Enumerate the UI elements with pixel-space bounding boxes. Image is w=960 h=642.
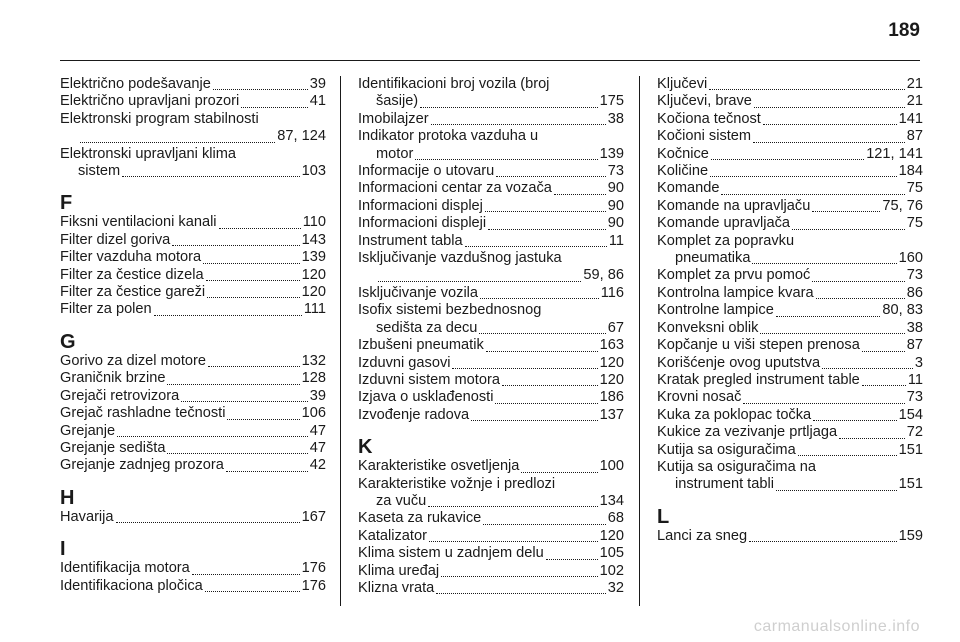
index-entry-page: 80, 83 [882, 302, 923, 319]
index-entry [358, 545, 624, 562]
dot-leader [710, 175, 897, 177]
index-entry-term: Informacioni displej [358, 197, 483, 214]
index-entry-page: 39 [309, 387, 326, 404]
dot-leader [813, 419, 897, 421]
index-entry-term: sistem [78, 163, 121, 180]
dot-leader [743, 402, 904, 404]
index-entry-page: 160 [898, 250, 923, 267]
index-entry [657, 163, 923, 180]
index-entry [358, 372, 624, 389]
index-entry-page: 151 [898, 441, 923, 458]
index-entry-term: Ključevi, brave [657, 93, 752, 110]
index-entry-term: Kočioni sistem [657, 128, 752, 145]
index-entry-page: 73 [906, 389, 923, 406]
index-entry [358, 580, 624, 597]
index-column-1 [60, 76, 326, 595]
index-entry-term: Filter za čestice dizela [60, 266, 204, 283]
index-entry-page: 120 [599, 354, 624, 371]
dot-leader [486, 350, 598, 352]
dot-leader [502, 384, 598, 386]
dot-leader [80, 141, 275, 143]
index-entry-page: 75 [906, 180, 923, 197]
dot-leader [226, 470, 308, 472]
dot-leader [117, 435, 308, 437]
index-entry-term: Konveksni oblik [657, 319, 759, 336]
index-entry-term: Količine [657, 163, 709, 180]
index-entry [657, 146, 923, 163]
index-entry [60, 353, 326, 370]
index-entry [657, 285, 923, 302]
dot-leader [205, 590, 300, 592]
index-entry-page: 86 [906, 284, 923, 301]
dot-leader [415, 158, 597, 160]
index-entry-page: 42 [309, 457, 326, 474]
index-entry-page: 141 [898, 110, 923, 127]
section-letter-heading: F [60, 192, 73, 215]
index-entry-term: Grejanje [60, 422, 116, 439]
index-entry [358, 93, 624, 110]
index-entry [60, 163, 326, 180]
index-entry-term: Elektronski program stabilnosti [60, 110, 259, 127]
index-entry-page: 87 [906, 128, 923, 145]
dot-leader [862, 384, 906, 386]
dot-leader [206, 279, 300, 281]
index-entry-term: Komplet za popravku [657, 232, 795, 249]
index-entry-page: 21 [906, 93, 923, 110]
index-entry [60, 388, 326, 405]
dot-leader [116, 521, 300, 523]
dot-leader [436, 592, 606, 594]
index-entry-page: 163 [599, 337, 624, 354]
index-entry-term: Informacioni displeji [358, 215, 487, 232]
index-entry-page: 120 [301, 284, 326, 301]
index-entry-term: Klima sistem u zadnjem delu [358, 545, 544, 562]
index-entry-term: Isofix sistemi bezbednosnog [358, 302, 542, 319]
dot-leader [749, 540, 897, 542]
dot-leader [428, 505, 597, 507]
index-entry [358, 510, 624, 527]
index-entry-term: Krovni nosač [657, 389, 742, 406]
index-entry [657, 528, 923, 545]
index-entry [60, 423, 326, 440]
index-entry-term: Informacije o utovaru [358, 163, 495, 180]
index-entry-term: pneumatika [675, 250, 751, 267]
index-entry [657, 442, 923, 459]
index-entry [657, 250, 923, 267]
index-entry-page: 134 [599, 492, 624, 509]
index-entry-term: Imobilajzer [358, 110, 429, 127]
dot-leader [488, 228, 606, 230]
dot-leader [554, 193, 606, 195]
dot-leader [192, 573, 300, 575]
index-entry [358, 355, 624, 372]
index-entry-page: 102 [599, 562, 624, 579]
dot-leader [752, 262, 896, 264]
dot-leader [776, 315, 881, 317]
dot-leader [711, 158, 864, 160]
index-entry [657, 372, 923, 389]
index-entry [358, 180, 624, 197]
index-entry-term: Kratak pregled instrument table [657, 371, 860, 388]
index-entry-term: Filter za čestice gareži [60, 284, 206, 301]
dot-leader [122, 175, 299, 177]
index-entry-term: Grejanje sedišta [60, 439, 166, 456]
dot-leader [812, 280, 904, 282]
index-entry-term: Karakteristike osvetljenja [358, 458, 520, 475]
index-entry-term: Izjava o usklađenosti [358, 389, 494, 406]
index-entry [60, 284, 326, 301]
dot-leader [154, 314, 302, 316]
index-entry-term: Havarija [60, 508, 114, 525]
column-divider-2 [639, 76, 640, 606]
index-entry-page: 110 [302, 214, 326, 231]
index-entry-term: Instrument tabla [358, 232, 463, 249]
column-divider-1 [340, 76, 341, 606]
index-entry-term: Katalizator [358, 527, 427, 544]
dot-leader [862, 350, 905, 352]
index-entry-page: 132 [301, 352, 326, 369]
index-entry-term: Gorivo za dizel motore [60, 352, 206, 369]
dot-leader [760, 332, 904, 334]
index-entry-term: Kočnice [657, 145, 709, 162]
index-entry-page: 39 [309, 76, 326, 92]
index-entry [358, 267, 624, 284]
index-entry-term: Filter za polen [60, 301, 152, 318]
index-entry [358, 111, 624, 128]
index-entry-page: 68 [607, 510, 624, 527]
dot-leader [776, 489, 897, 491]
index-entry-page: 151 [898, 476, 923, 493]
index-entry [358, 215, 624, 232]
index-entry-term: Graničnik brzine [60, 370, 166, 387]
index-entry [60, 249, 326, 266]
index-entry [358, 389, 624, 406]
index-entry [657, 76, 923, 93]
index-entry-term: Klima uređaj [358, 562, 440, 579]
index-entry-page: 90 [607, 215, 624, 232]
dot-leader [495, 402, 597, 404]
dot-leader [480, 297, 599, 299]
index-entry-term: Lanci za sneg [657, 527, 748, 544]
index-entry-page: 139 [599, 145, 624, 162]
index-entry-term: Kukice za vezivanje prtljaga [657, 424, 838, 441]
index-entry-term: Elektronski upravljani klima [60, 145, 237, 162]
index-entry-page: 87 [906, 337, 923, 354]
dot-leader [420, 106, 597, 108]
index-entry-page: 176 [301, 577, 326, 594]
index-entry-page: 47 [309, 439, 326, 456]
index-entry [60, 560, 326, 577]
index-column-3 [657, 76, 923, 545]
dot-leader [792, 228, 905, 230]
index-entry-page: 90 [607, 180, 624, 197]
index-entry [657, 355, 923, 372]
index-entry-term: Kontrolne lampice [657, 302, 774, 319]
index-entry-term: Komande na upravljaču [657, 197, 811, 214]
index-entry-term: šasije) [376, 93, 419, 110]
dot-leader [521, 471, 597, 473]
index-entry-page: 38 [607, 110, 624, 127]
dot-leader [167, 452, 307, 454]
index-entry-term: Električno upravljani prozori [60, 93, 240, 110]
index-entry [60, 440, 326, 457]
dot-leader [483, 523, 605, 525]
index-entry-term: Komande [657, 180, 720, 197]
dot-leader [479, 332, 605, 334]
dot-leader [485, 210, 606, 212]
index-entry-page: 103 [301, 163, 326, 180]
index-entry [657, 215, 923, 232]
index-entry-page: 128 [301, 370, 326, 387]
index-entry-term: Kaseta za rukavice [358, 510, 482, 527]
index-entry [358, 285, 624, 302]
index-entry-page: 100 [599, 458, 624, 475]
index-entry-page: 106 [301, 405, 326, 422]
index-entry-page: 159 [898, 527, 923, 544]
index-entry [60, 370, 326, 387]
index-entry-term: sedišta za decu [376, 319, 478, 336]
index-entry [60, 405, 326, 422]
index-entry [657, 267, 923, 284]
index-entry-page: 116 [600, 284, 624, 301]
dot-leader [754, 106, 905, 108]
index-entry-page: 184 [898, 163, 923, 180]
index-entry-term: Električno podešavanje [60, 76, 211, 92]
index-entry-page: 73 [906, 267, 923, 284]
dot-leader [441, 575, 598, 577]
index-entry [358, 528, 624, 545]
index-entry-term: Kočiona tečnost [657, 110, 761, 127]
index-entry [657, 337, 923, 354]
index-entry-page: 67 [607, 319, 624, 336]
index-entry-page: 120 [599, 371, 624, 388]
dot-leader [429, 540, 598, 542]
dot-leader [181, 400, 308, 402]
dot-leader [822, 367, 913, 369]
index-entry-term: Isključivanje vozila [358, 284, 479, 301]
index-entry-page: 21 [906, 76, 923, 92]
watermark: carmanualsonline.info [753, 618, 920, 635]
index-entry [358, 198, 624, 215]
index-entry-page: 167 [301, 508, 326, 525]
dot-leader [465, 245, 607, 247]
index-entry-page: 120 [599, 527, 624, 544]
index-entry-term: Komande upravljača [657, 215, 791, 232]
index-entry [60, 509, 326, 526]
dot-leader [208, 365, 300, 367]
index-entry [358, 320, 624, 337]
section-letter-heading: K [358, 436, 373, 459]
index-entry [358, 407, 624, 424]
index-entry-page: 11 [608, 232, 624, 249]
dot-leader [709, 88, 904, 90]
dot-leader [812, 210, 880, 212]
dot-leader [753, 141, 905, 143]
dot-leader [546, 558, 598, 560]
index-entry [657, 180, 923, 197]
index-entry [358, 163, 624, 180]
index-entry-term: Ključevi [657, 76, 708, 92]
dot-leader [219, 227, 301, 229]
dot-leader [763, 123, 897, 125]
section-letter-heading: G [60, 330, 76, 353]
index-entry-page: 105 [599, 545, 624, 562]
index-entry [657, 424, 923, 441]
index-entry-term: Kutija sa osiguračima [657, 441, 796, 458]
index-entry [358, 563, 624, 580]
index-entry-term: Izduvni sistem motora [358, 371, 500, 388]
index-entry [657, 476, 923, 493]
index-entry-term: Filter dizel goriva [60, 231, 171, 248]
index-entry-term: Izbušeni pneumatik [358, 337, 484, 354]
index-entry [657, 111, 923, 128]
index-entry-term: Grejač rashladne tečnosti [60, 405, 226, 422]
index-entry [60, 93, 326, 110]
index-entry [358, 146, 624, 163]
index-entry [60, 301, 326, 318]
index-entry-term: Identifikaciona pločica [60, 577, 203, 594]
index-entry [657, 320, 923, 337]
index-entry [60, 232, 326, 249]
index-entry-page: 90 [607, 197, 624, 214]
index-entry [60, 76, 326, 93]
index-entry-term: Kuka za poklopac točka [657, 406, 812, 423]
index-entry [60, 128, 326, 145]
index-column-2 [358, 76, 624, 597]
index-entry-page: 38 [906, 319, 923, 336]
index-entry-page: 120 [301, 266, 326, 283]
index-entry [657, 302, 923, 319]
index-entry-page: 186 [599, 389, 624, 406]
index-entry [657, 407, 923, 424]
index-entry-page: 32 [607, 579, 624, 596]
dot-leader [452, 367, 597, 369]
index-entry-page: 72 [906, 424, 923, 441]
index-entry-term: Identifikacija motora [60, 560, 190, 577]
dot-leader [172, 244, 299, 246]
index-entry [60, 214, 326, 231]
index-entry [657, 93, 923, 110]
index-entry-term: motor [376, 145, 414, 162]
index-entry [657, 198, 923, 215]
index-entry-term: Grejanje zadnjeg prozora [60, 457, 224, 474]
index-entry-term: Komplet za prvu pomoć [657, 267, 811, 284]
index-entry-term: Kopčanje u viši stepen prenosa [657, 337, 860, 354]
index-entry-page: 175 [599, 93, 624, 110]
index-entry-term: Izduvni gasovi [358, 354, 451, 371]
index-entry-term: Filter vazduha motora [60, 249, 202, 266]
index-entry-term: Fiksni ventilacioni kanali [60, 214, 217, 231]
index-entry-page: 139 [301, 249, 326, 266]
section-letter-heading: L [657, 505, 670, 528]
index-entry-term: Informacioni centar za vozača [358, 180, 552, 197]
index-entry-page: 3 [914, 354, 923, 371]
index-entry-term: Grejači retrovizora [60, 387, 180, 404]
dot-leader [227, 418, 299, 420]
index-entry [60, 578, 326, 595]
index-entry-term: Kontrolna lampice kvara [657, 284, 814, 301]
index-entry-page: 154 [898, 406, 923, 423]
dot-leader [816, 297, 905, 299]
index-entry-term: Korišćenje ovog uputstva [657, 354, 821, 371]
index-entry-page: 41 [309, 93, 326, 110]
dot-leader [213, 88, 308, 90]
index-entry-page: 11 [907, 371, 923, 388]
index-entry-term: Isključivanje vazdušnog jastuka [358, 250, 562, 267]
index-entry-term: Klizna vrata [358, 579, 435, 596]
index-entry-page: 176 [301, 560, 326, 577]
dot-leader [241, 106, 308, 108]
index-entry [358, 337, 624, 354]
dot-leader [167, 383, 299, 385]
index-entry-page: 75 [906, 215, 923, 232]
index-entry-term: Karakteristike vožnje i predlozi [358, 475, 556, 492]
index-entry-term: Indikator protoka vazduha u [358, 128, 539, 145]
page-number: 189 [888, 20, 920, 41]
index-entry [358, 458, 624, 475]
dot-leader [496, 175, 605, 177]
dot-leader [839, 437, 905, 439]
dot-leader [471, 419, 597, 421]
index-entry [358, 233, 624, 250]
index-entry-page: 111 [303, 301, 326, 318]
index-entry [657, 128, 923, 145]
index-entry [657, 389, 923, 406]
index-entry-term: Izvođenje radova [358, 406, 470, 423]
index-entry-term: za vuču [376, 492, 427, 509]
index-entry [358, 493, 624, 510]
index-entry-page: 73 [607, 163, 624, 180]
index-entry [60, 457, 326, 474]
index-entry-page: 59, 86 [583, 267, 624, 284]
section-letter-heading: H [60, 486, 75, 509]
dot-leader [721, 193, 904, 195]
index-entry-term: Identifikacioni broj vozila (broj [358, 76, 550, 92]
dot-leader [798, 454, 897, 456]
section-letter-heading: I [60, 538, 66, 561]
index-entry-term: instrument tabli [675, 476, 774, 493]
dot-leader [431, 123, 606, 125]
index-entry [60, 267, 326, 284]
index-entry-page: 121, 141 [866, 145, 923, 162]
dot-leader [203, 262, 300, 264]
index-entry-page: 137 [599, 406, 624, 423]
index-entry-page: 75, 76 [882, 197, 923, 214]
index-entry-term: Kutija sa osiguračima na [657, 458, 816, 475]
dot-leader [378, 280, 581, 282]
dot-leader [207, 296, 299, 298]
index-entry-page: 87, 124 [277, 128, 326, 145]
header-rule [60, 60, 920, 61]
index-entry-page: 47 [309, 422, 326, 439]
index-entry-page: 143 [301, 231, 326, 248]
